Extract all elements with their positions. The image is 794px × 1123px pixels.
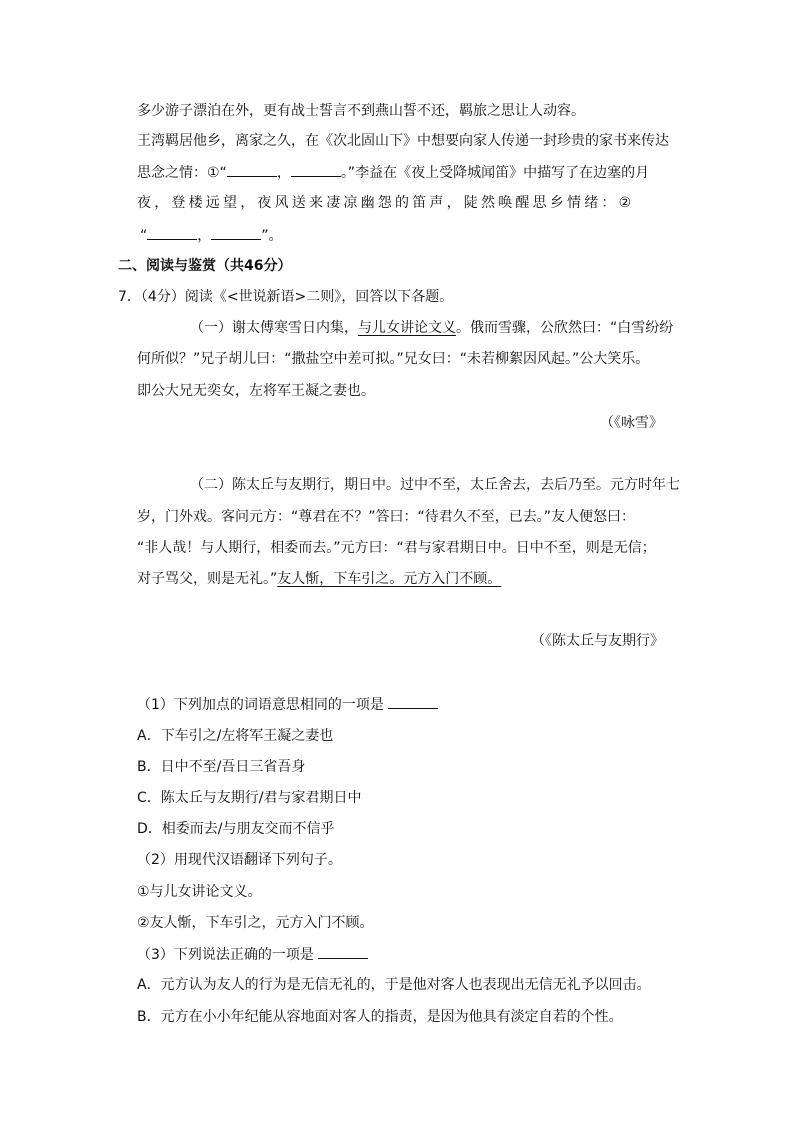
paragraph-text: 王湾羁居他乡，离家之久，在《次北固山下》中想要向家人传递一封珍贵的家书来传达 <box>137 133 669 149</box>
question-title: 7．（4分）阅读《<世说新语>二则》，回答以下各题。 <box>118 289 454 305</box>
answer-blank[interactable] <box>388 694 438 709</box>
translation-item: ①与儿女讲论文义。 <box>137 884 262 900</box>
paragraph-text <box>140 225 283 246</box>
passage-text: 何所似？”兄子胡儿曰：“撒盐空中差可拟。”兄女曰：“未若柳絮因风起。”公大笑乐。 <box>137 351 650 367</box>
translation-item: ②友人惭，下车引之，元方入门不顾。 <box>137 915 374 931</box>
answer-blank[interactable] <box>211 225 261 240</box>
option-b[interactable]: B．元方在小小年纪能从容地面对客人的指责，是因为他具有淡定自若的个性。 <box>137 1009 623 1025</box>
answer-blank[interactable] <box>147 225 197 240</box>
text-segment: 思念之情：①“ <box>137 165 227 181</box>
passage-text <box>137 569 501 589</box>
passage-source: （《陈太丘与友期行》 <box>531 633 664 649</box>
text-segment: （1）下列加点的词语意思相同的一项是 <box>137 697 384 713</box>
text-segment: 。俄而雪骤，公欣然曰：“白雪纷纷 <box>456 320 674 336</box>
sub-question <box>137 694 438 715</box>
paragraph-text <box>137 162 649 183</box>
passage-text <box>190 318 673 338</box>
paragraph-text: 多少游子漂泊在外，更有战士誓言不到燕山誓不还，羁旅之思让人动容。 <box>137 103 585 119</box>
answer-blank[interactable] <box>318 944 368 959</box>
section-heading: 二、阅读与鉴赏（共46分） <box>118 258 292 274</box>
passage-source: （《咏雪》 <box>600 415 663 431</box>
passage-text: 岁，门外戏。客问元方：“尊君在不？”答曰：“待君久不至，已去。”友人便怒曰： <box>137 509 636 525</box>
answer-blank[interactable] <box>291 162 341 177</box>
underlined-text: 友人惭，下车引之。元方入门不顾。 <box>277 571 502 587</box>
option-b[interactable]: B．日中不至/吾日三省吾身 <box>137 759 306 775</box>
text-segment: “ <box>140 228 148 244</box>
passage-text: “非人哉！与人期行，相委而去。”元方曰：“君与家君期日中。日中不至，则是无信； <box>137 540 656 556</box>
text-segment: ， <box>276 165 291 181</box>
option-a[interactable]: A．元方认为友人的行为是无信无礼的，于是他对客人也表现出无信无礼予以回击。 <box>137 977 651 993</box>
text-segment: 对子骂父，则是无礼。” <box>137 571 278 587</box>
option-a[interactable]: A．下车引之/左将军王凝之妻也 <box>137 728 334 744</box>
passage-text: 即公大兄无奕女，左将军王凝之妻也。 <box>137 383 375 399</box>
text-segment: ， <box>197 228 212 244</box>
underlined-text: 与儿女讲论文义 <box>358 320 456 336</box>
text-segment: ”。 <box>261 228 283 244</box>
text-segment: 。”李益在《夜上受降城闻笛》中描写了在边塞的月 <box>340 165 650 181</box>
text-segment: （一）谢太傅寒雪日内集， <box>190 320 358 336</box>
option-d[interactable]: D．相委而去/与朋友交而不信乎 <box>137 821 335 837</box>
paragraph-text: 夜，登楼远望，夜风送来凄凉幽怨的笛声，陡然唤醒思乡情绪：② <box>137 195 635 211</box>
answer-blank[interactable] <box>227 162 277 177</box>
sub-question: （2）用现代汉语翻译下列句子。 <box>137 852 342 868</box>
passage-text: （二）陈太丘与友期行，期日中。过中不至，太丘舍去，去后乃至。元方时年七 <box>190 477 680 493</box>
text-segment: （3）下列说法正确的一项是 <box>137 947 314 963</box>
option-c[interactable]: C．陈太丘与友期行/君与家君期日中 <box>137 790 362 806</box>
sub-question <box>137 944 368 965</box>
